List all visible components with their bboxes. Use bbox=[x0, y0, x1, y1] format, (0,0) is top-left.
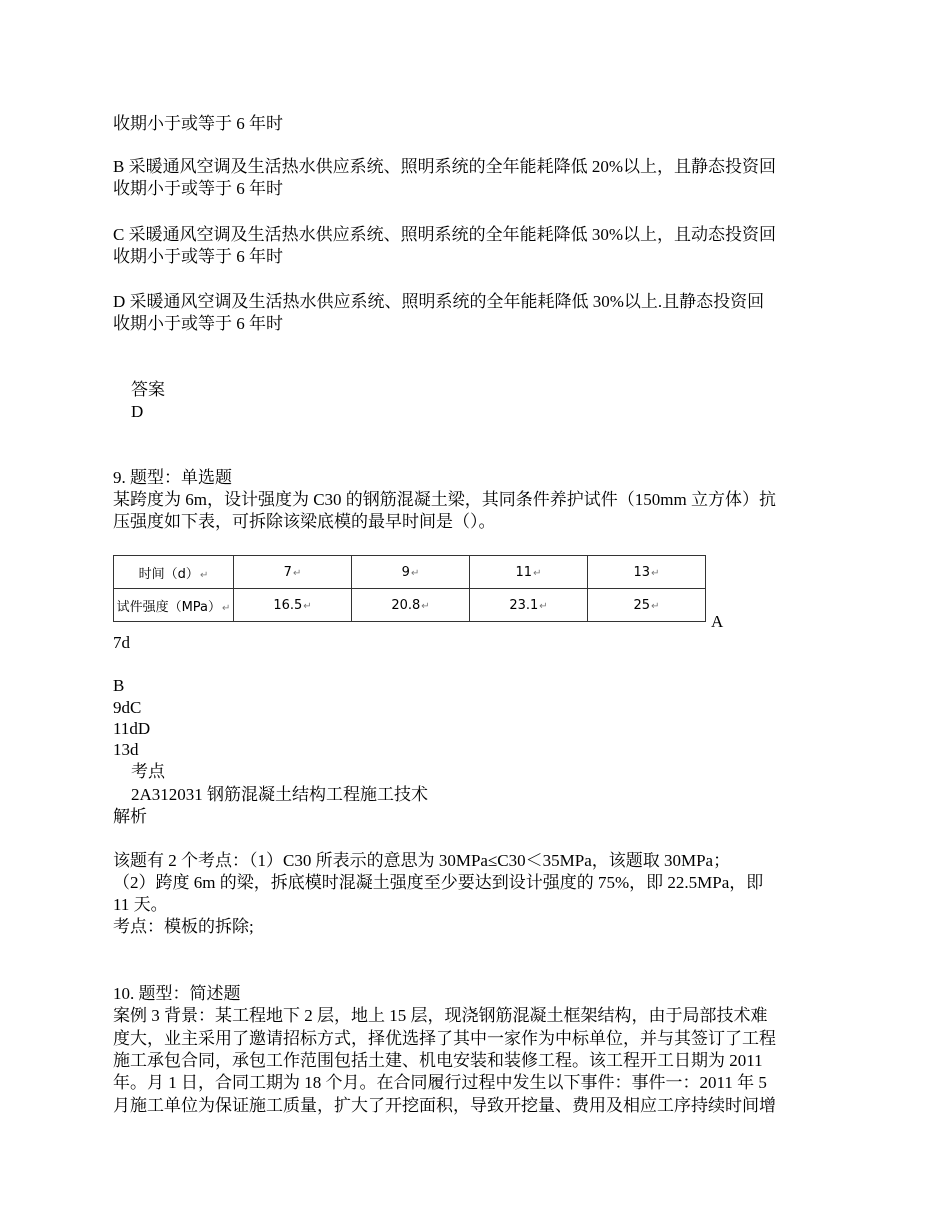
jiexi-label: 解析 bbox=[113, 807, 147, 826]
table-cell: 试件强度（MPa）↵ bbox=[114, 589, 234, 622]
table-cell: 9↵ bbox=[352, 556, 470, 589]
option-line: B bbox=[113, 676, 125, 695]
table-cell: 13↵ bbox=[588, 556, 706, 589]
option-line: 13d bbox=[113, 740, 139, 759]
option-c-line2: 收期小于或等于 6 年时 bbox=[113, 247, 283, 266]
question-10-line4: 年。月 1 日，合同工期为 18 个月。在合同履行过程中发生以下事件：事件一：2011 年 5 bbox=[113, 1073, 767, 1092]
option-line: 7d bbox=[113, 633, 130, 652]
option-b-line1: B 采暖通风空调及生活热水供应系统、照明系统的全年能耗降低 20%以上，且静态投资回 bbox=[113, 157, 776, 176]
kaodian-label: 考点 bbox=[131, 762, 165, 781]
table-row bbox=[114, 589, 706, 622]
question-10-line5: 月施工单位为保证施工质量，扩大了开挖面积，导致开挖量、费用及相应工序持续时间增 bbox=[113, 1096, 776, 1115]
explanation-line2: （2）跨度 6m 的梁，拆底模时混凝土强度至少要达到设计强度的 75%，即 22.5MPa，即 bbox=[113, 873, 764, 892]
table-cell: 16.5↵ bbox=[234, 589, 352, 622]
question-9-stem-line1: 某跨度为 6m，设计强度为 C30 的钢筋混凝土梁，其同条件养护试件（150mm 立方体）抗 bbox=[113, 490, 777, 509]
option-b-line2: 收期小于或等于 6 年时 bbox=[113, 179, 283, 198]
table-row bbox=[114, 556, 706, 589]
table-cell: 时间（d）↵ bbox=[114, 556, 234, 589]
table-cell: 20.8↵ bbox=[352, 589, 470, 622]
table-cell: 7↵ bbox=[234, 556, 352, 589]
question-10-line3: 施工承包合同，承包工作范围包括土建、机电安装和装修工程。该工程开工日期为 2011 bbox=[113, 1051, 763, 1070]
table-cell: 23.1↵ bbox=[470, 589, 588, 622]
question-10-line1: 案例 3 背景：某工程地下 2 层，地上 15 层，现浇钢筋混凝土框架结构，由于局部技术难 bbox=[113, 1006, 768, 1025]
explanation-line4: 考点：模板的拆除; bbox=[113, 917, 254, 936]
strength-table bbox=[113, 555, 706, 622]
explanation-line3: 11 天。 bbox=[113, 895, 168, 914]
option-d-line1: D 采暖通风空调及生活热水供应系统、照明系统的全年能耗降低 30%以上.且静态投资回 bbox=[113, 292, 765, 311]
option-c-line1: C 采暖通风空调及生活热水供应系统、照明系统的全年能耗降低 30%以上，且动态投资回 bbox=[113, 225, 776, 244]
question-10-header: 10. 题型：简述题 bbox=[113, 984, 241, 1003]
answer-label: 答案 bbox=[131, 380, 165, 399]
option-line: 9dC bbox=[113, 698, 142, 717]
question-9-header: 9. 题型：单选题 bbox=[113, 468, 232, 487]
option-a-letter: A bbox=[711, 612, 724, 631]
answer-value: D bbox=[131, 402, 144, 421]
option-d-line2: 收期小于或等于 6 年时 bbox=[113, 314, 283, 333]
question-9-stem-line2: 压强度如下表，可拆除该梁底模的最早时间是（）。 bbox=[113, 512, 496, 531]
option-line: 11dD bbox=[113, 719, 151, 738]
option-a-tail: 收期小于或等于 6 年时 bbox=[113, 114, 283, 133]
table-cell: 25↵ bbox=[588, 589, 706, 622]
question-10-line2: 度大，业主采用了邀请招标方式，择优选择了其中一家作为中标单位，并与其签订了工程 bbox=[113, 1029, 776, 1048]
kaodian-value: 2A312031 钢筋混凝土结构工程施工技术 bbox=[131, 785, 429, 804]
table-cell: 11↵ bbox=[470, 556, 588, 589]
explanation-line1: 该题有 2 个考点：（1）C30 所表示的意思为 30MPa≤C30＜35MPa，该题取 30MPa； bbox=[113, 851, 731, 870]
